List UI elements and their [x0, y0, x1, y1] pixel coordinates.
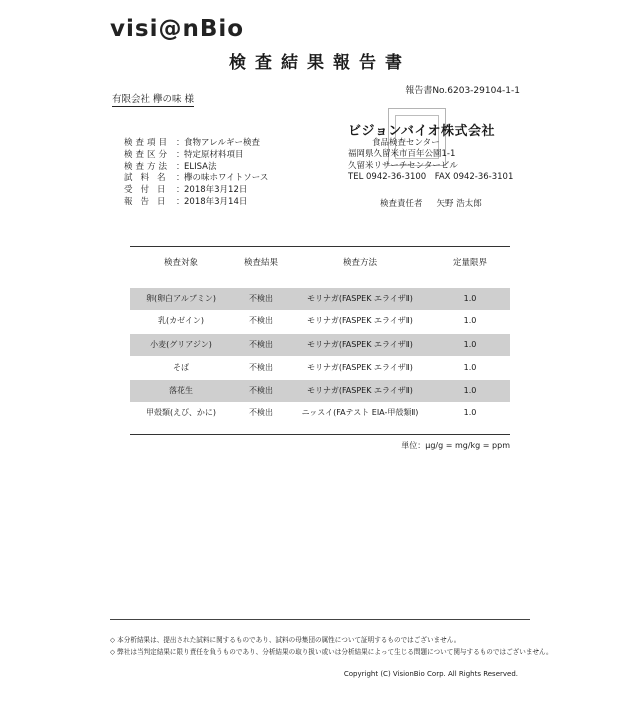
info-label: 検査方法	[124, 161, 171, 172]
info-separator: ：	[176, 196, 185, 207]
client-name: 有限会社 欅の味 様	[112, 91, 194, 107]
row-target: 卵(卵白アルブミン)	[146, 294, 216, 303]
info-label: 受付日	[124, 185, 174, 196]
inspector-label: 検査責任者	[380, 199, 423, 209]
header-target: 検査対象	[163, 258, 198, 268]
header-limit: 定量限界	[452, 258, 487, 268]
header-method: 検査方法	[342, 258, 377, 268]
row-limit: 1.0	[463, 316, 477, 325]
info-label: 検査項目	[124, 138, 171, 148]
row-target: 甲殻類(えび、かに)	[146, 408, 216, 417]
table-top-rule	[130, 246, 510, 247]
unit-note: 単位：μg/g = mg/kg = ppm	[401, 441, 510, 450]
footnote-1: ◇ 本分析結果は、提出された試料に関するものであり、試料の母集団の属性について証明するものではございません。	[110, 636, 461, 644]
row-target: そば	[173, 363, 189, 372]
row-target: 小麦(グリアジン)	[150, 340, 212, 349]
info-value: 2018年3月14日	[184, 196, 248, 207]
inspector-name: 矢野 浩太郎	[436, 199, 482, 209]
row-target: 落花生	[169, 386, 193, 395]
row-result: 不検出	[249, 316, 273, 325]
company-center: 食品検査センター	[372, 138, 440, 148]
row-method: モリナガ(FASPEK エライザⅡ)	[307, 386, 413, 395]
inspection-info	[124, 138, 268, 209]
info-separator: ：	[176, 138, 185, 148]
company-address-line1: 福岡県久留米市百年公園1-1	[348, 149, 456, 160]
row-limit: 1.0	[463, 340, 477, 349]
info-value: 特定原材料項目	[184, 149, 244, 160]
info-value: 食物アレルギー検査	[184, 138, 260, 148]
table-row	[130, 402, 510, 424]
table-row	[130, 380, 510, 402]
row-result: 不検出	[249, 294, 273, 303]
info-row	[124, 173, 268, 185]
footer-divider	[110, 619, 530, 620]
info-label: 試料名	[124, 173, 174, 184]
company-address	[348, 138, 513, 184]
table-row	[130, 310, 510, 332]
info-separator: ：	[176, 185, 185, 196]
row-result: 不検出	[249, 386, 273, 395]
info-separator: ：	[176, 149, 185, 160]
info-separator: ：	[176, 173, 185, 184]
report-number: 報告書No.6203-29104-1-1	[405, 86, 520, 96]
info-row	[124, 185, 268, 197]
row-result: 不検出	[249, 340, 273, 349]
row-method: モリナガ(FASPEK エライザⅡ)	[307, 316, 413, 325]
page-title: 検査結果報告書	[229, 53, 411, 73]
info-value: 2018年3月12日	[184, 185, 248, 196]
info-value: 欅の味ホワイトソース	[184, 173, 269, 184]
row-target: 乳(カゼイン)	[157, 316, 204, 325]
company-address-line2: 久留米リサーチセンタービル	[348, 160, 458, 171]
info-row	[124, 138, 268, 150]
row-result: 不検出	[249, 408, 273, 417]
table-row	[130, 357, 510, 379]
row-limit: 1.0	[463, 386, 477, 395]
footnote-2: ◇ 弊社は当判定結果に限り責任を負うものであり、分析結果の取り扱い或いは分析結果によって生じる問題について関与するものではございません。	[110, 648, 553, 656]
row-result: 不検出	[249, 363, 273, 372]
row-method: モリナガ(FASPEK エライザⅡ)	[307, 363, 413, 372]
row-limit: 1.0	[463, 294, 477, 303]
info-separator: ：	[176, 161, 185, 172]
info-label: 検査区分	[124, 149, 171, 160]
inspector	[380, 197, 482, 209]
row-method: モリナガ(FASPEK エライザⅡ)	[307, 340, 413, 349]
row-method: ニッスイ(FAテスト EIA-甲殻類Ⅱ)	[301, 408, 419, 417]
company-name: ビジョンバイオ株式会社	[348, 124, 495, 139]
company-tel-fax: TEL 0942-36-3100 FAX 0942-36-3101	[348, 172, 514, 183]
header-result: 検査結果	[243, 258, 278, 268]
row-limit: 1.0	[463, 363, 477, 372]
row-limit: 1.0	[463, 408, 477, 417]
info-row	[124, 150, 268, 162]
info-row	[124, 197, 268, 209]
table-row	[130, 288, 510, 310]
table-bottom-rule	[130, 434, 510, 435]
visionbio-logo: visi@nBio	[110, 16, 245, 42]
row-method: モリナガ(FASPEK エライザⅡ)	[307, 294, 413, 303]
table-row	[130, 334, 510, 356]
table-header	[130, 256, 510, 270]
copyright: Copyright (C) VisionBio Corp. All Rights Reserved.	[343, 670, 518, 678]
info-label: 報告日	[124, 196, 174, 207]
info-row	[124, 162, 268, 174]
info-value: ELISA法	[184, 161, 217, 172]
